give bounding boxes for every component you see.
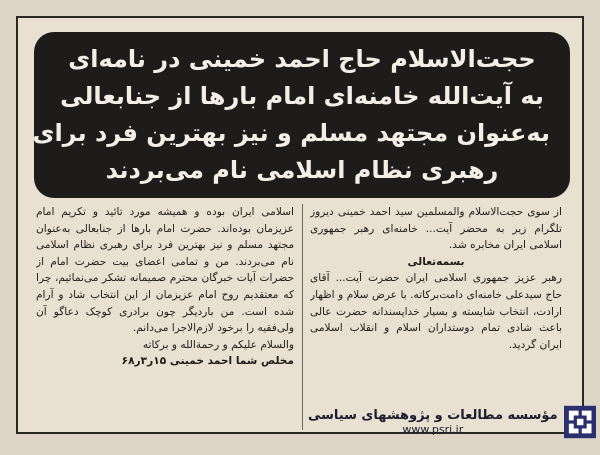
telegram-body-part-2: اسلامی ایران بوده و همیشه مورد تائید و تکریم امام عزیزمان بوده‌اند. حضرت امام بارها از جنابعالی به‌عنوان مجتهد مسلم و نیز بهترین فرد برای رهبری نظام اسلامی نام می‌بردند. من و تمامی اعضای بیت حضرت امام از حضرات آیات خبرگان محترم صمیمانه تشکر می‌نمائیم، چرا که معتقدیم روح امام عزیزمان از این انتخاب شاد و آرام شده است. من باردیگر چون برادری کوچک دعاگو آن ولی‌فقیه را برخود لازم‌الاجرا می‌دانم. bbox=[36, 206, 294, 335]
psri-logo-icon bbox=[564, 402, 596, 442]
telegram-signature: مخلص شما احمد خمینی ۱۵ر۳ر۶۸ bbox=[121, 355, 294, 368]
article-right-column bbox=[310, 204, 562, 420]
article-intro: از سوی حجت‌الاسلام والمسلمین سید احمد خمینی دیروز تلگرام زیر به محضر آیت... خامنه‌ای رهبر جمهوری اسلامی ایران مخابره شد. bbox=[310, 206, 562, 252]
headline-line-3: به‌عنوان مجتهد مسلم و نیز بهترین فرد برای bbox=[32, 119, 550, 147]
telegram-closing: والسلام علیکم و رحمة‌الله و برکاته bbox=[142, 338, 294, 351]
headline-box bbox=[34, 32, 570, 198]
headline-line-1: حجت‌الاسلام حاج احمد خمینی در نامه‌ای bbox=[68, 45, 536, 73]
telegram-body-part-1: رهبر عزیز جمهوری اسلامی ایران حضرت آیت... آقای حاج سیدعلی خامنه‌ای دامت‌برکاته. با عرض سلام و اظهار ارادت، انتخاب شایسته و بسیار خداپسندانه حضرت عالی باعث شادی تمام دوستداران اسلام و انقلاب اسلامی ایران گردید. bbox=[310, 272, 562, 351]
watermark-institute-name: مؤسسه مطالعات و پژوهشهای سیاسی bbox=[308, 408, 558, 423]
headline-line-2: به آیت‌الله خامنه‌ای امام بارها از جنابعالی bbox=[60, 82, 544, 110]
headline-line-4: رهبری نظام اسلامی نام می‌بردند bbox=[105, 156, 499, 184]
article-left-column bbox=[36, 204, 294, 432]
watermark-url: www.psri.ir bbox=[402, 423, 464, 436]
telegram-salutation: بسمه‌تعالی bbox=[407, 255, 465, 268]
news-clipping bbox=[16, 16, 584, 434]
watermark-text bbox=[308, 408, 558, 436]
psri-watermark bbox=[308, 396, 596, 448]
column-divider bbox=[302, 204, 303, 430]
